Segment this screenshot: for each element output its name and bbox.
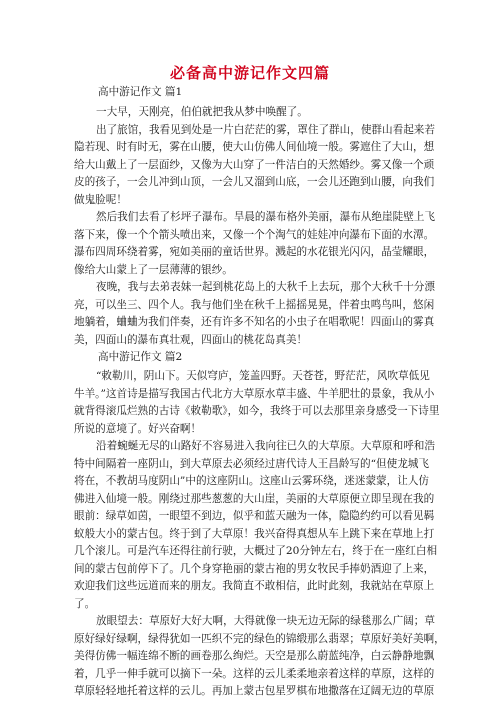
- essay-2-line: 欢迎我们这些远道而来的朋友。我简直不敢相信，此时此刻，我就站在草原上: [74, 580, 435, 592]
- essay-1-line: 美，四面山的瀑布真壮观，四面山的桃花岛真美！: [74, 333, 308, 346]
- essay-2-line: 几个滚儿。可是汽车还得往前行驶，大概过了20分钟左右，终于在一座红白相: [74, 545, 438, 557]
- essay-1-line: 做鬼脸呢！: [74, 193, 127, 206]
- essay-2-heading: 高中游记作文 篇2: [98, 351, 183, 363]
- essay-1-line: 给大山戴上了一层面纱，又像为大山穿了一件洁白的天然婚纱。雾又像一个顽: [74, 158, 435, 171]
- essay-1-line: 隐若现、时有时无，雾在山腰，使大山仿佛人间仙境一般。雾遮住了大山，想: [74, 141, 435, 153]
- essay-2-line: 眼前：绿草如茵，一眼望不到边，似乎和蓝天融为一体，隐隐约约可以看见羁: [74, 510, 435, 522]
- essay-2-line: 草原轻轻地托着这样的云儿。再加上蒙古包星罗棋布地撒落在辽阔无边的草原: [74, 685, 435, 697]
- essay-2-body: [74, 368, 445, 701]
- essay-1-heading: 高中游记作文 篇1: [98, 86, 183, 98]
- essay-1-line: 出了旅馆，我看见到处是一片白茫茫的雾，罩住了群山，使群山看起来若: [96, 123, 435, 136]
- essay-2-line: 放眼望去：草原好大好大啊，大得就像一块无边无际的绿毯那么广阔；草: [96, 615, 435, 627]
- essay-1-line: 夜晚，我与去弟表妹一起到桃花岛上的大秋千上去玩，那个大秋千十分漂: [96, 281, 435, 293]
- essay-1-line: 落下来，像一个个箭头喷出来，又像一个个淘气的娃娃冲向瀑布下面的水潭。: [74, 228, 435, 241]
- essay-2-line: “敕勒川，阴山下。天似穹庐，笼盖四野。天苍苍，野茫茫，风吹草低见: [96, 370, 430, 382]
- essay-2-line: 着，几乎一伸手就可以摘下一朵。这样的云儿柔柔地亲着这样的草原，这样的: [74, 667, 435, 680]
- essay-2-line: 美得仿佛一幅连绵不断的画卷那么绚烂。天空是那么蔚蓝纯净，白云静静地飘: [74, 650, 435, 662]
- essay-1-line: 一大早，天刚亮，伯伯就把我从梦中唤醒了。: [96, 106, 308, 118]
- document-title: 必备高中游记作文四篇: [169, 64, 330, 82]
- essay-1-line: 然后我们去看了杉坪子瀑布。旱晨的瀑布格外美丽，瀑布从绝崖陡壁上飞: [96, 211, 435, 223]
- essay-2-line: 将在，不教胡马度阴山”中的这座阴山。这座山云雾环绕，迷迷蒙蒙，让人仿: [74, 475, 430, 487]
- essay-2-line: 所说的意境了。好兴奋啊！: [74, 422, 202, 435]
- essay-1-line: 地躺着，蛐蛐为我们伴奏，还有许多不知名的小虫子在唱歌呢！四面山的雾真: [74, 316, 435, 328]
- essay-1-body: [74, 104, 436, 349]
- essay-2-line: 就背得滚瓜烂熟的古诗《敕勒歌》，如今，我终于可以去那里亲身感受一下诗里: [74, 405, 440, 417]
- essay-2-line: 沿着蜿蜒无尽的山路好不容易进入我向往已久的大草原。大草原和呼和浩: [96, 440, 435, 452]
- essay-2-line: 了。: [74, 597, 96, 610]
- essay-1-line: 像给大山蒙上了一层薄薄的银纱。: [74, 263, 233, 276]
- essay-1-line: 亮，可以坐三、四个人。我与他们坐在秋千上摇摇晃晃，伴着虫鸣鸟叫，悠闲: [74, 298, 435, 311]
- essay-1-line: 皮的孩子，一会儿冲到山顶，一会儿又溜到山底，一会儿还跑到山腰，向我们: [74, 176, 435, 188]
- essay-2-line: 特中间隔着一座阴山，到大草原去必须经过唐代诗人王昌龄写的“但使龙城飞: [74, 457, 430, 470]
- essay-2-line: 佛进入仙境一般。刚绕过那些葱葱的大山崖，美丽的大草原便立即呈现在我的: [74, 492, 435, 505]
- essay-2-line: 间的蒙古包前停下了。几个身穿艳丽的蒙古袍的男女牧民手捧奶酒迎了上来，: [74, 562, 435, 575]
- essay-1-line: 瀑布四周环绕着雾，宛如美丽的童话世界。溅起的水花银光闪闪，晶莹耀眼，: [74, 246, 435, 258]
- essay-2-line: 牛羊。”这首诗是描写我国古代北方大草原水草丰盛、牛羊肥壮的景象，我从小: [74, 387, 435, 400]
- essay-2-line: 原好绿好绿啊，绿得犹如一匹织不完的绿色的锦缎那么翡翠；草原好美好美啊，: [74, 632, 445, 645]
- essay-2-line: 蚁般大小的蒙古包。终于到了大草原！我兴奋得真想从车上跳下来在草地上打: [74, 527, 435, 540]
